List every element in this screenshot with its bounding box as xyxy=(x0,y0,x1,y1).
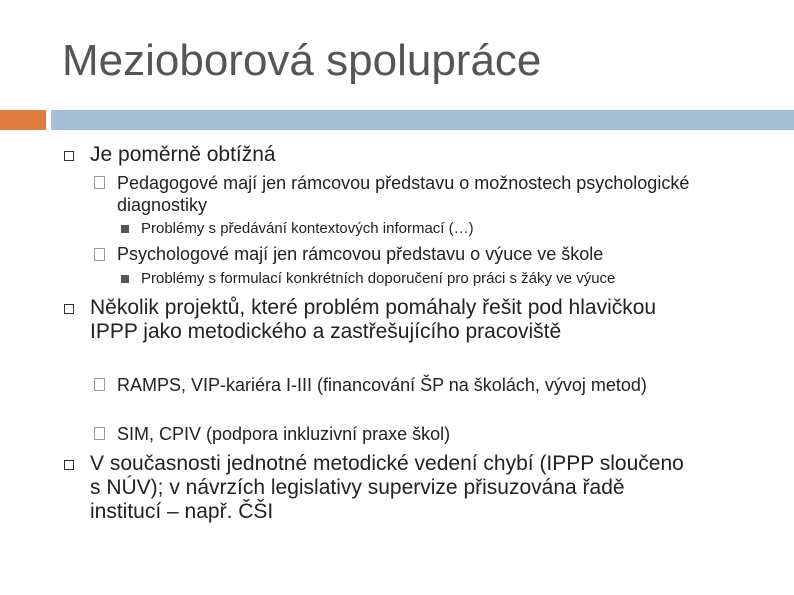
bullet-box-icon xyxy=(94,427,105,440)
bullet-level2: RAMPS, VIP-kariéra I-III (financování ŠP na školách, vývoj metod) xyxy=(117,375,647,395)
bullet-box-icon xyxy=(94,378,105,391)
bullet-level2: Psychologové mají jen rámcovou představu o výuce ve škole xyxy=(117,244,604,264)
bullet-level3: Problémy s předávání kontextových informací (…) xyxy=(141,220,474,237)
bullet-filled-square-icon xyxy=(121,225,129,233)
bullet-square-icon xyxy=(64,151,74,161)
slide-title: Mezioborová spolupráce xyxy=(62,36,542,85)
bullet-box-icon xyxy=(94,176,105,189)
bullet-square-icon xyxy=(64,460,74,470)
title-accent-bar xyxy=(0,110,46,130)
bullet-level2: SIM, CPIV (podpora inkluzivní praxe škol) xyxy=(117,424,451,444)
bullet-box-icon xyxy=(94,248,105,261)
bullet-level3: Problémy s formulací konkrétních doporučení pro práci s žáky ve výuce xyxy=(141,270,616,287)
bullet-filled-square-icon xyxy=(121,275,129,283)
bullet-level1: V současnosti jednotné metodické vedení chybí (IPPP sloučeno s NÚV); v návrzích legislativy supervize přisuzována řadě institucí – např. ČŠI xyxy=(90,452,684,523)
bullet-level1: Je poměrně obtížná xyxy=(90,143,276,166)
bullet-level2: Pedagogové mají jen rámcovou představu o možnostech psychologické diagnostiky xyxy=(117,173,690,215)
bullet-square-icon xyxy=(64,304,74,314)
bullet-level1: Několik projektů, které problém pomáhaly řešit pod hlavičkou IPPP jako metodického a zastřešujícího pracoviště xyxy=(90,296,657,343)
title-divider-bar xyxy=(51,110,794,130)
